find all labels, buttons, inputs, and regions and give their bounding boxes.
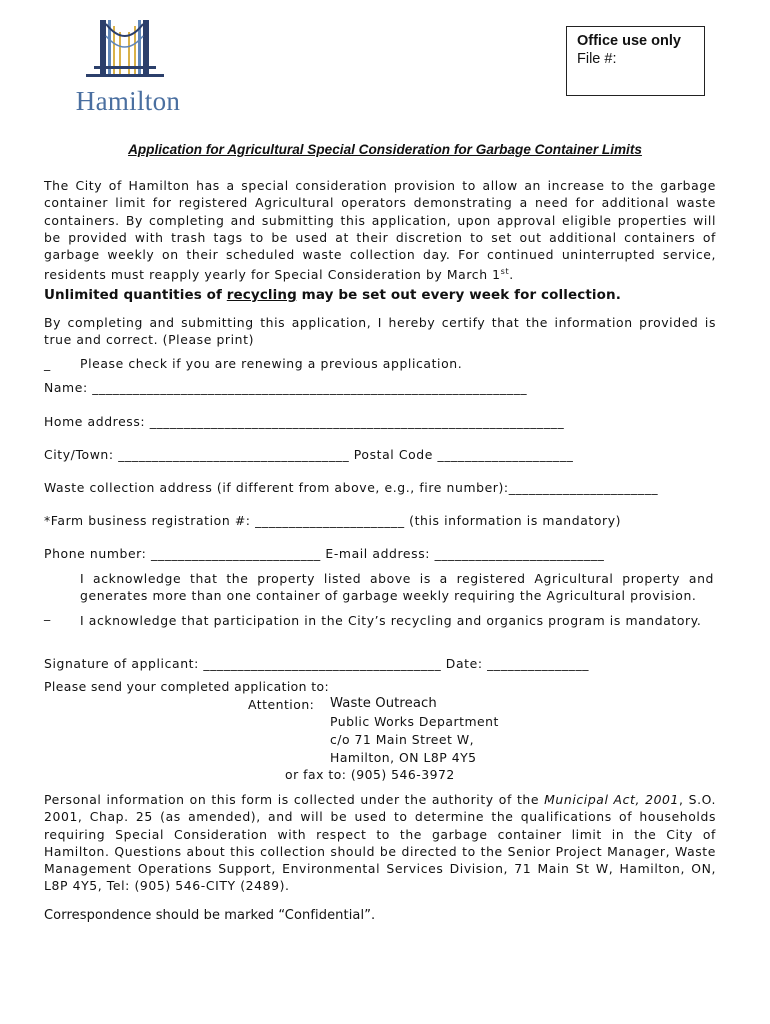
waste-address-field[interactable]: Waste collection address (if different from above, e.g., fire number):______________________ — [44, 480, 659, 495]
hamilton-logo — [64, 18, 190, 122]
farm-registration-field[interactable]: *Farm business registration #: ______________________ (this information is mandatory) — [44, 513, 622, 528]
certify-paragraph: By completing and submitting this application, I hereby certify that the information provided is true and correct. (Please print) — [44, 315, 716, 348]
home-address-field[interactable]: Home address: _____________________________________________________________ — [44, 414, 565, 429]
signature-date-field[interactable]: Signature of applicant: ___________________________________ Date: _______________ — [44, 656, 590, 671]
acknowledge-property: I acknowledge that the property listed above is a registered Agricultural property and generates more than one container of garbage weekly requiring the Agricultural provision. — [80, 571, 714, 604]
address-line-2: c/o 71 Main Street W, — [330, 732, 475, 747]
attention-name: Waste Outreach — [330, 696, 437, 711]
intro-paragraph — [44, 177, 716, 284]
office-use-label: Office use only — [577, 33, 681, 49]
intro-text: The City of Hamilton has a special consideration provision to allow an increase to the garbage container limit for registered Agricultural operators demonstrating a need for additional waste containers. By completing and submitting this application, upon approval eligible properties will be provided with trash tags to be used at their discretion to set out additional containers of garbage weekly on their scheduled waste collection day. For continued uninterrupted service, residents must reapply yearly for Special Consideration by March 1 — [44, 178, 716, 283]
renew-check-row[interactable] — [44, 356, 462, 371]
address-line-1: Public Works Department — [330, 714, 499, 729]
recycling-before: Unlimited quantities of — [44, 287, 227, 303]
privacy-rest: , S.O. 2001, Chap. 25 (as amended), and will be used to determine the qualifications of households requiring Special Consideration with respect to the garbage container limit in the City of Hamilton. Questions about this collection should be directed to the Senior Project Manager, Waste Management Operations Support, Environmental Services Division, 71 Main St W, Hamilton, ON, L8P 4Y5, Tel: (905) 546-CITY (2489). — [44, 792, 717, 894]
privacy-act: Municipal Act, 2001 — [544, 792, 680, 807]
privacy-start: Personal information on this form is collected under the authority of the — [44, 792, 545, 807]
attention-label: Attention: — [248, 697, 315, 712]
name-field[interactable]: Name: ________________________________________________________________ — [44, 380, 528, 395]
recycling-note — [44, 287, 744, 303]
renew-checkbox-mark[interactable]: _ — [44, 356, 51, 371]
phone-email-field[interactable]: Phone number: _________________________ E-mail address: _________________________ — [44, 546, 605, 561]
recycling-after: may be set out every week for collection. — [296, 287, 621, 303]
acknowledge-checkbox-mark[interactable]: _ — [44, 606, 51, 621]
renew-label: Please check if you are renewing a previous application. — [80, 356, 463, 371]
fax-line: or fax to: (905) 546-3972 — [285, 767, 455, 782]
hamilton-bridge-icon — [64, 18, 190, 88]
acknowledge-recycling: I acknowledge that participation in the City’s recycling and organics program is mandatory. — [80, 613, 702, 628]
correspondence-note: Correspondence should be marked “Confidential”. — [44, 908, 376, 923]
intro-superscript: st — [500, 267, 510, 277]
form-title: Application for Agricultural Special Consideration for Garbage Container Limits — [128, 142, 642, 157]
intro-end: . — [509, 267, 514, 283]
logo-wordmark: Hamilton — [75, 86, 181, 116]
send-label: Please send your completed application to: — [44, 679, 330, 694]
city-postal-field[interactable]: City/Town: __________________________________ Postal Code ____________________ — [44, 447, 574, 462]
address-line-3: Hamilton, ON L8P 4Y5 — [330, 750, 477, 765]
file-number-label: File #: — [577, 51, 617, 67]
office-use-box — [566, 26, 705, 96]
recycling-underlined: recycling — [226, 287, 297, 303]
privacy-paragraph — [44, 791, 716, 895]
